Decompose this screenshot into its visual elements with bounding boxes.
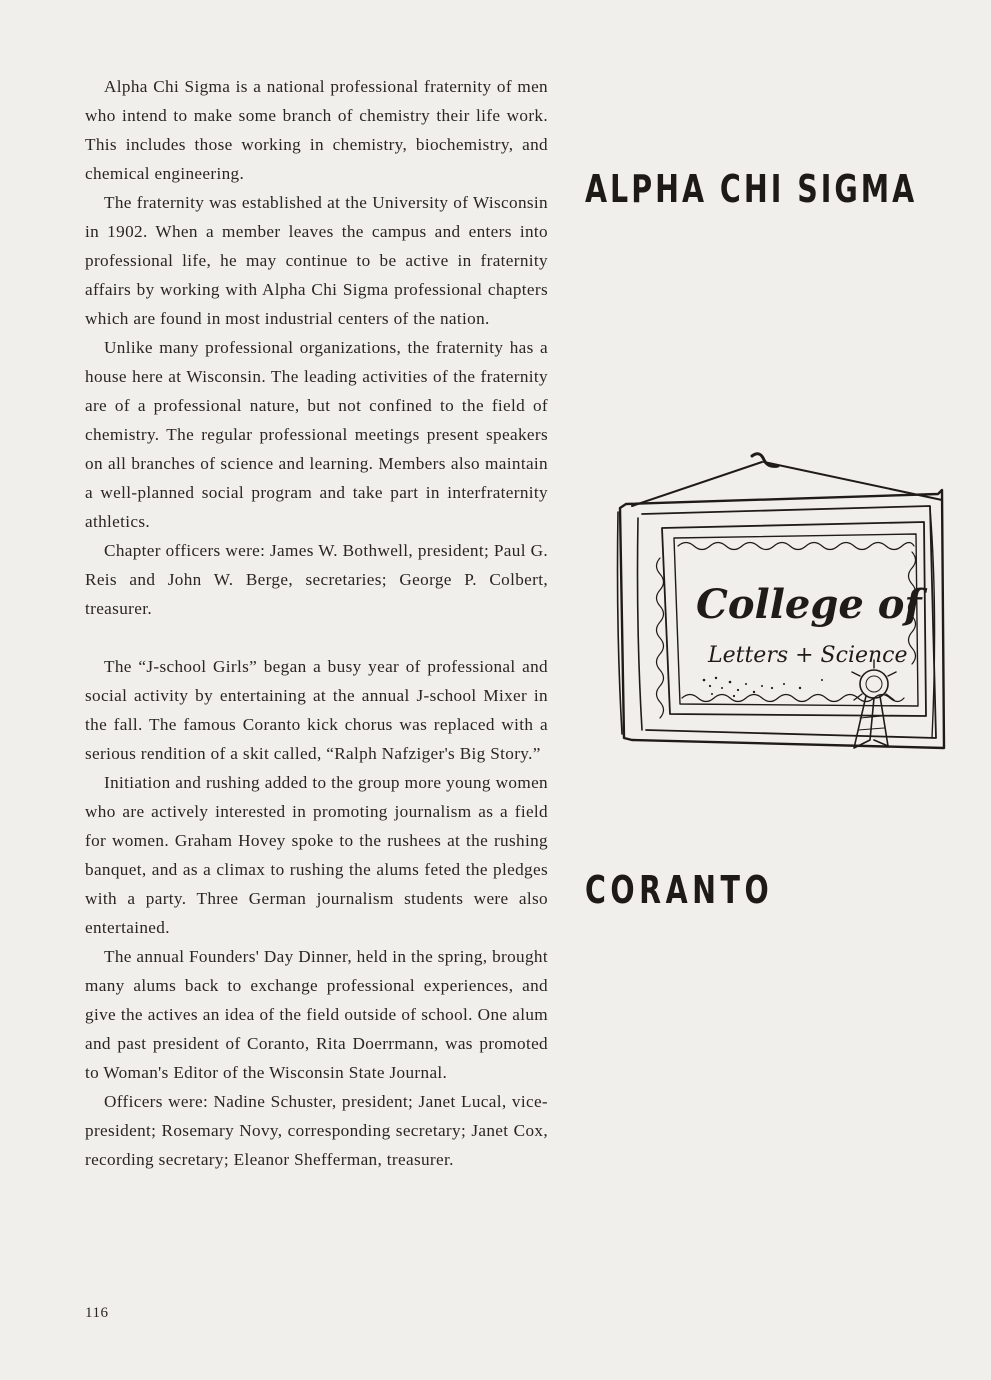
body-text-column bbox=[85, 72, 548, 1174]
coranto-paragraph-4: Officers were: Nadine Schuster, president; Janet Lucal, vice-president; Rosemary Novy, corresponding secretary; Janet Cox, recording secretary; Eleanor Shefferman, treasurer. bbox=[85, 1092, 548, 1169]
page-number: 116 bbox=[85, 1305, 109, 1321]
alpha-chi-sigma-paragraph-2: The fraternity was established at the University of Wisconsin in 1902. When a member leaves the campus and enters into professional life, he may continue to be active in fraternity affairs by working with Alpha Chi Sigma professional chapters which are found in most industrial centers of the nation. bbox=[85, 193, 548, 328]
section-spacer bbox=[85, 623, 548, 652]
alpha-chi-sigma-paragraph-4: Chapter officers were: James W. Bothwell, president; Paul G. Reis and John W. Berge, secretaries; George P. Colbert, treasurer. bbox=[85, 541, 548, 618]
alpha-chi-sigma-heading: ALPHA CHI SIGMA bbox=[585, 167, 918, 211]
sketch-title-text: College of bbox=[696, 581, 922, 628]
alpha-chi-sigma-article bbox=[85, 72, 548, 623]
coranto-paragraph-1: The “J-school Girls” began a busy year of professional and social activity by entertaining at the annual J-school Mixer in the fall. The famous Coranto kick chorus was replaced with a serious rendition of a skit called, “Ralph Nafziger's Big Story.” bbox=[85, 657, 548, 763]
coranto-article bbox=[85, 652, 548, 1174]
coranto-paragraph-2: Initiation and rushing added to the group more young women who are actively interested in promoting journalism as a field for women. Graham Hovey spoke to the rushees at the rushing banquet, and as a climax to rushing the alums feted the pledges with a party. Three German journalism students were also entertained. bbox=[85, 773, 548, 937]
coranto-paragraph-3: The annual Founders' Day Dinner, held in the spring, brought many alums back to exchange professional experiences, and give the actives an idea of the field outside of school. One alum and past president of Coranto, Rita Doerrmann, was promoted to Woman's Editor of the Wisconsin State Journal. bbox=[85, 947, 548, 1082]
coranto-heading: CORANTO bbox=[585, 868, 774, 912]
sketch-subtitle-text: Letters + Science bbox=[708, 643, 908, 668]
college-of-letters-and-science-sketch bbox=[612, 448, 962, 758]
alpha-chi-sigma-paragraph-1: Alpha Chi Sigma is a national professional fraternity of men who intend to make some branch of chemistry their life work. This includes those working in chemistry, biochemistry, and chemical engineering. bbox=[85, 77, 548, 183]
alpha-chi-sigma-paragraph-3: Unlike many professional organizations, the fraternity has a house here at Wisconsin. The leading activities of the fraternity are of a professional nature, but not confined to the field of chemistry. The regular professional meetings present speakers on all branches of science and learning. Members also maintain a well-planned social program and take part in interfraternity athletics. bbox=[85, 338, 548, 531]
